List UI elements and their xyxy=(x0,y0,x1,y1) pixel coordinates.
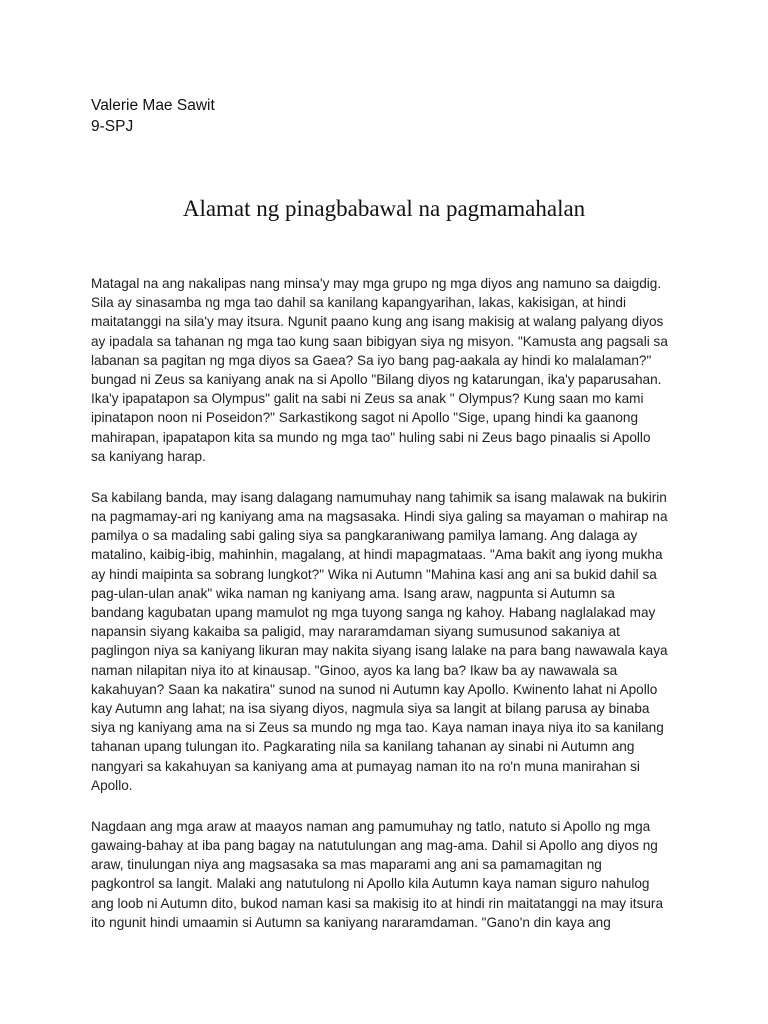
author-section: 9-SPJ xyxy=(91,118,134,135)
paragraph xyxy=(91,488,691,795)
document-title: Alamat ng pinagbabawal na pagmamahalan xyxy=(182,196,586,221)
paragraph-line: gawaing-bahay at iba pang bagay na natutulungan ang mag-ama. Dahil si Apollo ang diyos ng xyxy=(91,838,658,854)
paragraph-line: kakahuyan? Saan ka nakatira" sunod na sunod ni Autumn kay Apollo. Kwinento lahat ni Apollo xyxy=(91,681,658,697)
paragraph-line: Nagdaan ang mga araw at maayos naman ang pamumuhay ng tatlo, natuto si Apollo ng mga xyxy=(91,818,651,834)
paragraph-line: na pagmamay-ari ng kaniyang ama na magsasaka. Hindi siya galing sa mayaman o mahirap na xyxy=(91,509,668,525)
paragraph-line: mahirapan, ipapatapon kita sa mundo ng mga tao" huling sabi ni Zeus bago pinaalis si Apollo xyxy=(91,429,651,445)
author-block xyxy=(91,95,215,137)
paragraph-line: ipinatapon noon ni Poseidon?" Sarkastikong sagot ni Apollo "Sige, upang hindi ka gaanong xyxy=(91,410,639,426)
paragraph-line: naman nilapitan niya ito at kinausap. "Ginoo, ayos ka lang ba? Ikaw ba ay nawawala sa xyxy=(91,662,618,678)
paragraph-line: pagkontrol sa langit. Malaki ang natutulong ni Apollo kila Autumn kaya naman siguro nahulog xyxy=(91,876,650,892)
paragraph-line: bungad ni Zeus sa kaniyang anak na si Apollo "Bilang diyos ng katarungan, ika'y paparusahan. xyxy=(91,371,662,387)
paragraph-line: ito ngunit hindi umaamin si Autumn sa kaniyang nararamdaman. "Gano'n din kaya ang xyxy=(91,914,611,930)
paragraph-line: Apollo. xyxy=(91,777,133,793)
paragraph-line: ay ipadala sa tahanan ng mga tao kung saan bibigyan siya ng misyon. "Kamusta ang pagsali sa xyxy=(91,333,668,349)
paragraph-line: napansin siyang kakaiba sa paligid, may nararamdaman siyang sumusunod sakaniya at xyxy=(91,624,620,640)
paragraph-line: Ika'y ipapatapon sa Olympus" galit na sabi ni Zeus sa anak " Olympus? Kung saan mo kami xyxy=(91,391,644,407)
paragraph-line: sa kaniyang harap. xyxy=(91,448,206,464)
paragraph-line: nangyari sa kakahuyan sa kaniyang ama at pumayag naman ito na ro'n muna manirahan si xyxy=(91,758,640,774)
paragraph xyxy=(91,817,691,932)
paragraph-line: labanan sa pagitan ng mga diyos sa Gaea? Sa iyo bang pag-aakala ay hindi ko malalaman?" xyxy=(91,352,652,368)
document-body xyxy=(91,274,691,954)
paragraph-line: tahanan upang tulungan ito. Pagkarating nila sa kanilang tahanan ay sinabi ni Autumn ang xyxy=(91,739,635,755)
paragraph-line: paglingon niya sa kaniyang likuran may nakita siyang isang lalake na para bang nawawala kaya xyxy=(91,643,668,659)
paragraph-line: bandang kagubatan upang mamulot ng mga tuyong sanga ng kahoy. Habang naglalakad may xyxy=(91,605,656,620)
paragraph-line: matalino, kaibig-ibig, mahinhin, magalang, at hindi mapagmataas. "Ama bakit ang iyong mukha xyxy=(91,547,663,563)
paragraph-line: araw, tinulungan niya ang magsasaka sa mas maparami ang ani sa pamamagitan ng xyxy=(91,857,602,873)
paragraph-line: ay hindi maipinta sa sobrang lungkot?" Wika ni Autumn "Mahina kasi ang ani sa bukid dahil sa xyxy=(91,566,657,582)
paragraph-line: Sa kabilang banda, may isang dalagang namumuhay nang tahimik sa isang malawak na bukirin xyxy=(91,489,667,505)
paragraph xyxy=(91,274,691,466)
paragraph-line: pamilya o sa madaling sabi galing siya sa pangkaraniwang pamilya lamang. Ang dalaga ay xyxy=(91,528,638,544)
paragraph-line: maitatanggi na sila'y may itsura. Ngunit paano kung ang isang makisig at walang palyang diyos xyxy=(91,314,664,330)
paragraph-line: ang loob ni Autumn dito, bukod naman kasi sa makisig ito at hindi rin maitatanggi na may itsura xyxy=(91,895,664,911)
paragraph-line: Matagal na ang nakalipas nang minsa'y may mga grupo ng mga diyos ang namuno sa daigdig. xyxy=(91,276,662,291)
author-name: Valerie Mae Sawit xyxy=(91,97,215,114)
paragraph-line: siya ng kaniyang ama na si Zeus sa mundo ng mga tao. Kaya naman inaya niya ito sa kanilang xyxy=(91,720,664,736)
paragraph-line: Sila ay sinasamba ng mga tao dahil sa kanilang kapangyarihan, lakas, kakisigan, at hindi xyxy=(91,295,627,311)
paragraph-line: pag-ulan-ulan anak" wika naman ng kaniyang ama. Isang araw, nagpunta si Autumn sa xyxy=(91,585,615,601)
paragraph-line: kay Autumn ang lahat; na isa siyang diyos, nagmula siya sa langit at bilang parusa ay binaba xyxy=(91,700,650,716)
